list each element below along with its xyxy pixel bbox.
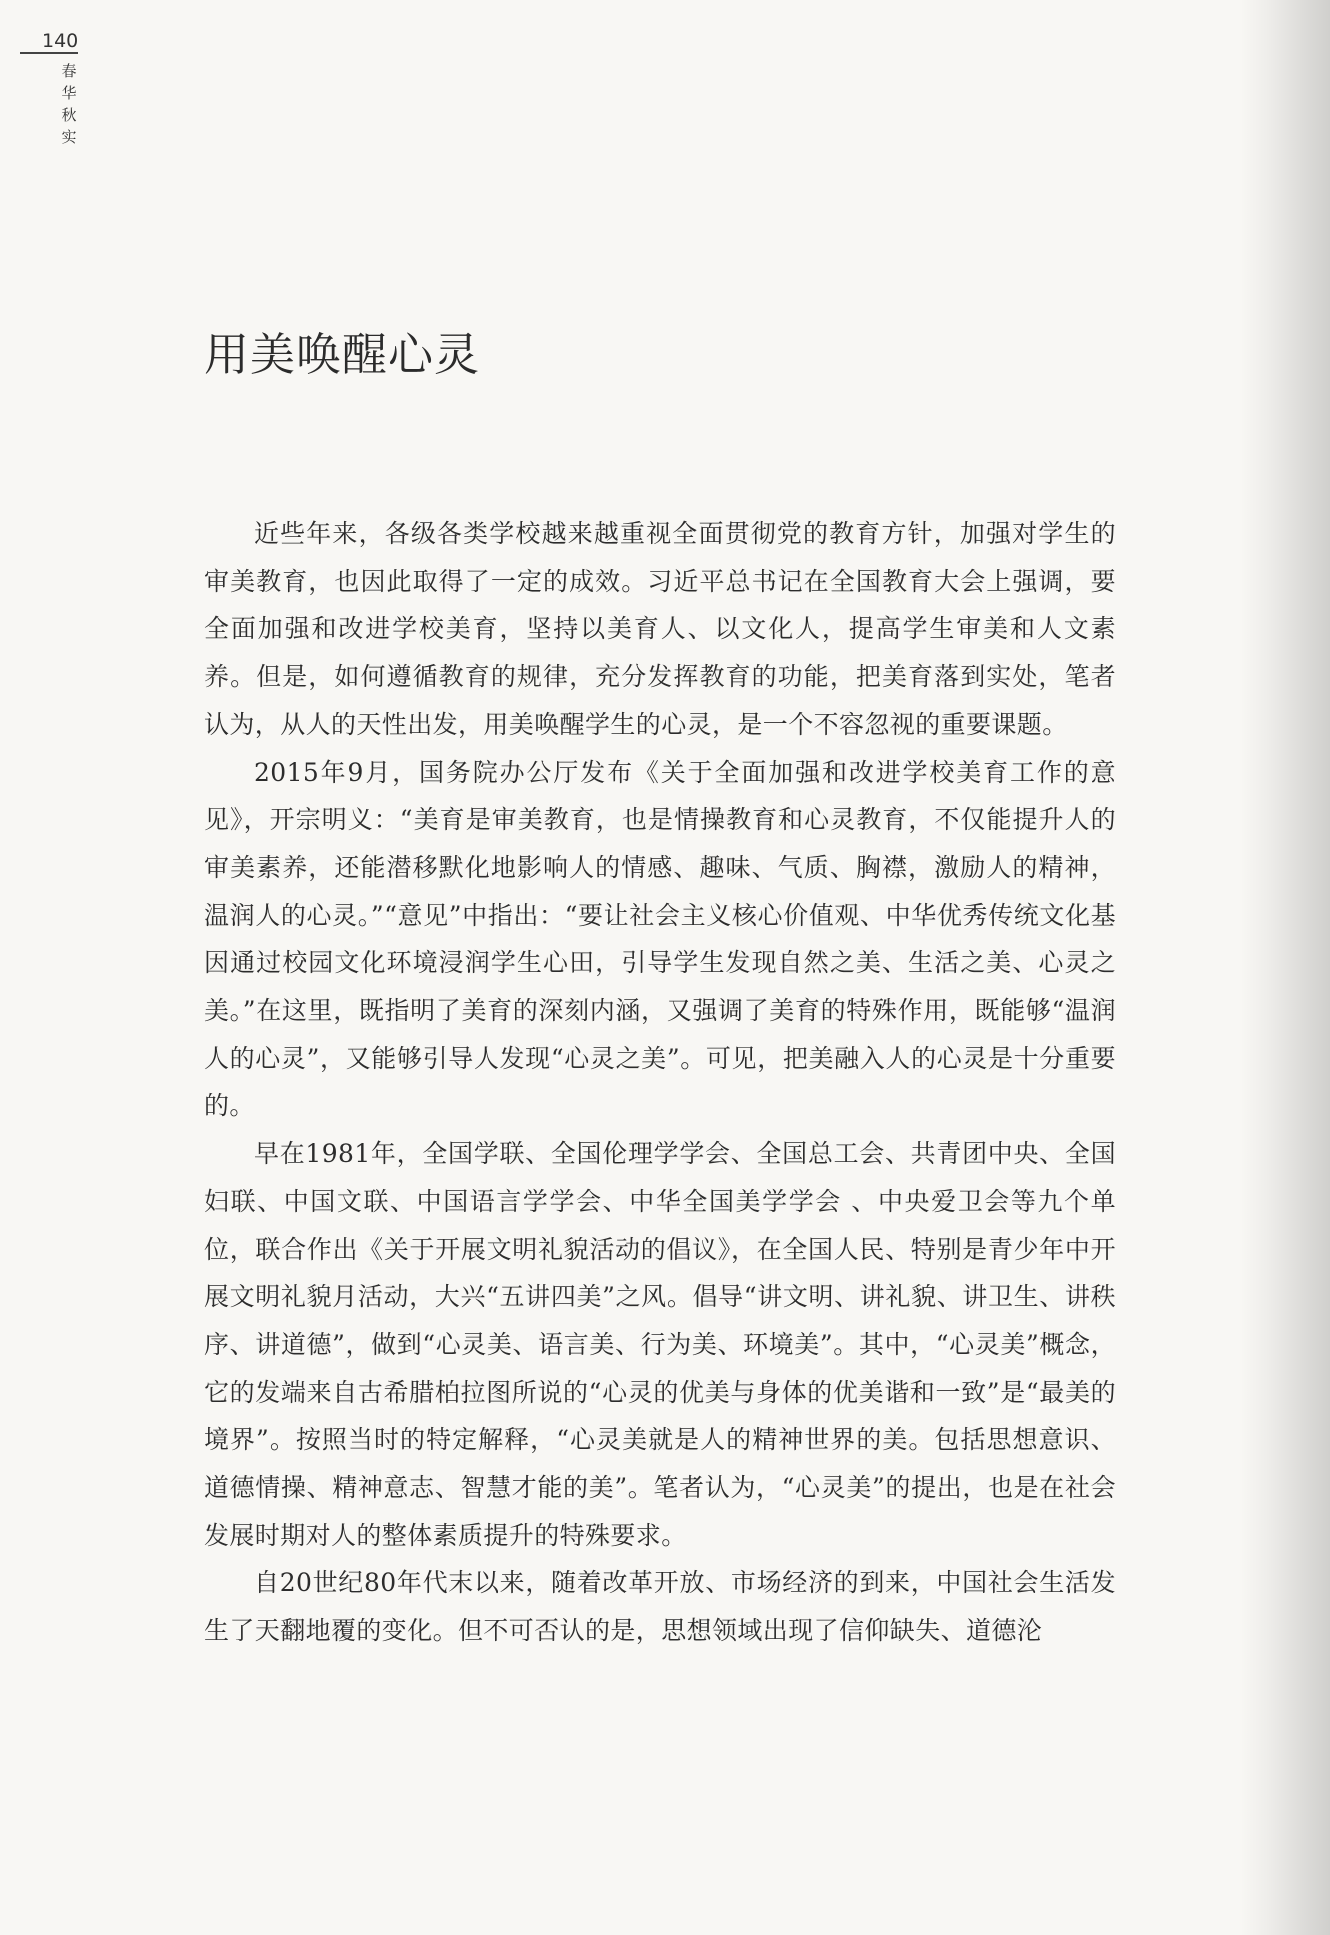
article-title: 用美唤醒心灵 bbox=[204, 328, 481, 381]
page-number: 140 bbox=[42, 30, 79, 52]
paragraph: 近些年来，各级各类学校越来越重视全面贯彻党的教育方针，加强对学生的审美教育，也因此取得了一定的成效。习近平总书记在全国教育大会上强调，要全面加强和改进学校美育，坚持以美育人、以文化人，提高学生审美和人文素养。但是，如何遵循教育的规律，充分发挥教育的功能，把美育落到实处，笔者认为，从人的天性出发，用美唤醒学生的心灵，是一个不容忽视的重要课题。 bbox=[204, 519, 1116, 739]
paragraph: 2015年9月，国务院办公厅发布《关于全面加强和改进学校美育工作的意见》，开宗明义：“美育是审美教育，也是情操教育和心灵教育，不仅能提升人的审美素养，还能潜移默化地影响人的情感、趣味、气质、胸襟，激励人的精神，温润人的心灵。”“意见”中指出：“要让社会主义核心价值观、中华优秀传统文化基因通过校园文化环境浸润学生心田，引导学生发现自然之美、生活之美、心灵之美。”在这里，既指明了美育的深刻内涵，又强调了美育的特殊作用，既能够“温润人的心灵”，又能够引导人发现“心灵之美”。可见，把美融入人的心灵是十分重要的。 bbox=[204, 757, 1116, 1121]
article-body bbox=[204, 510, 1116, 1655]
header-rule bbox=[20, 52, 78, 54]
paragraph: 早在1981年，全国学联、全国伦理学学会、全国总工会、共青团中央、全国妇联、中国文联、中国语言学学会、中华全国美学学会 、中央爱卫会等九个单位，联合作出《关于开展文明礼貌活动的倡议》，在全国人民、特别是青少年中开展文明礼貌月活动，大兴“五讲四美”之风。倡导“讲文明、讲礼貌、讲卫生、讲秩序、讲道德”，做到“心灵美、语言美、行为美、环境美”。其中，“心灵美”概念，它的发端来自古希腊柏拉图所说的“心灵的优美与身体的优美谐和一致”是“最美的境界”。按照当时的特定解释，“心灵美就是人的精神世界的美。包括思想意识、道德情操、精神意志、智慧才能的美”。笔者认为，“心灵美”的提出，也是在社会发展时期对人的整体素质提升的特殊要求。 bbox=[204, 1139, 1116, 1550]
running-head-char: 春 bbox=[61, 62, 77, 80]
running-head-char: 华 bbox=[61, 84, 77, 102]
paragraph: 自20世纪80年代末以来，随着改革开放、市场经济的到来，中国社会生活发生了天翻地覆的变化。但不可否认的是，思想领域出现了信仰缺失、道德沦 bbox=[204, 1568, 1116, 1646]
running-head-char: 实 bbox=[61, 128, 77, 146]
running-head bbox=[60, 60, 78, 148]
running-head-char: 秋 bbox=[61, 106, 77, 124]
binding-gutter-shadow bbox=[1240, 0, 1330, 1935]
